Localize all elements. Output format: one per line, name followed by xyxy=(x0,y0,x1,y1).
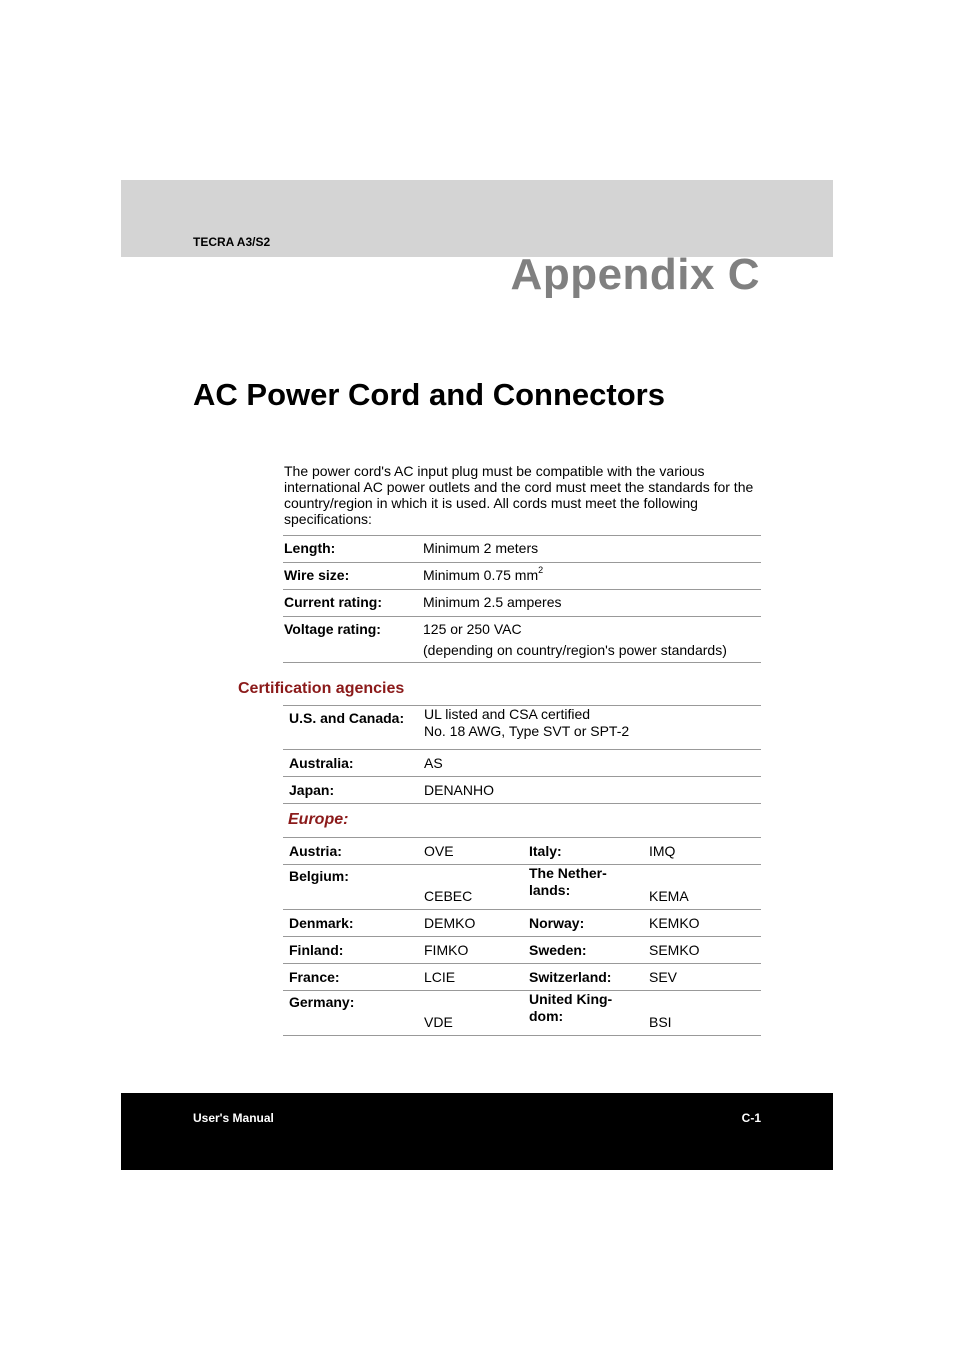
spec-label: Wire size: xyxy=(283,563,422,590)
country-label: Norway: xyxy=(523,910,643,937)
europe-row xyxy=(283,991,761,1036)
appendix-title: Appendix C xyxy=(510,250,760,299)
spec-row xyxy=(283,617,761,663)
footer-manual-label: User's Manual xyxy=(193,1111,274,1125)
spec-label: Length: xyxy=(283,536,422,563)
spec-value-text: Minimum 0.75 mm xyxy=(423,567,539,583)
agency-value: FIMKO xyxy=(418,937,523,964)
cert-label: Australia: xyxy=(283,750,418,777)
country-label: Sweden: xyxy=(523,937,643,964)
country-label: Switzerland: xyxy=(523,964,643,991)
spec-table xyxy=(283,535,761,663)
cert-value: DENANHO xyxy=(418,777,761,804)
spec-value: Minimum 2.5 amperes xyxy=(422,590,761,617)
certification-table xyxy=(283,705,761,804)
country-label xyxy=(523,991,643,1036)
agency-value: BSI xyxy=(643,991,761,1036)
cert-row xyxy=(283,750,761,777)
spec-superscript: 2 xyxy=(538,565,544,576)
cert-label: Japan: xyxy=(283,777,418,804)
country-label: Denmark: xyxy=(283,910,418,937)
agency-value: OVE xyxy=(418,838,523,865)
spec-value xyxy=(422,617,761,663)
country-label: Belgium: xyxy=(283,865,418,910)
country-label-line2: dom: xyxy=(529,1008,564,1024)
spec-label: Current rating: xyxy=(283,590,422,617)
country-label: Germany: xyxy=(283,991,418,1036)
spec-value-line2: (depending on country/region's power standards) xyxy=(423,642,727,658)
agency-value: KEMKO xyxy=(643,910,761,937)
cert-label: U.S. and Canada: xyxy=(283,706,418,750)
europe-heading: Europe: xyxy=(288,811,349,828)
country-label-line1: United King- xyxy=(529,991,613,1007)
country-label: Austria: xyxy=(283,838,418,865)
footer-band xyxy=(121,1093,833,1170)
agency-value: LCIE xyxy=(418,964,523,991)
europe-row xyxy=(283,937,761,964)
country-label-line2: lands: xyxy=(529,882,571,898)
cert-value xyxy=(418,706,761,750)
page-number: C-1 xyxy=(741,1111,761,1125)
spec-row xyxy=(283,590,761,617)
country-label xyxy=(523,865,643,910)
spec-value: Minimum 2 meters xyxy=(422,536,761,563)
agency-value: IMQ xyxy=(643,838,761,865)
agency-value: SEV xyxy=(643,964,761,991)
country-label: France: xyxy=(283,964,418,991)
agency-value: VDE xyxy=(418,991,523,1036)
country-label-line1: The Nether- xyxy=(529,865,607,881)
intro-paragraph: The power cord's AC input plug must be compatible with the various international AC power outlets and the cord must meet the standards for the country/region in which it is used. All cords must meet the following specifications: xyxy=(284,463,754,527)
country-label: Finland: xyxy=(283,937,418,964)
spec-value-line1: 125 or 250 VAC xyxy=(423,621,522,637)
agency-value: SEMKO xyxy=(643,937,761,964)
cert-value-line1: UL listed and CSA certified xyxy=(424,706,591,722)
product-name: TECRA A3/S2 xyxy=(193,235,271,249)
section-title: AC Power Cord and Connectors xyxy=(193,377,665,412)
cert-value-line2: No. 18 AWG, Type SVT or SPT-2 xyxy=(424,723,630,739)
europe-row xyxy=(283,838,761,865)
certification-heading: Certification agencies xyxy=(238,680,405,697)
europe-row xyxy=(283,910,761,937)
agency-value: KEMA xyxy=(643,865,761,910)
europe-row xyxy=(283,964,761,991)
spec-row xyxy=(283,563,761,590)
spec-label: Voltage rating: xyxy=(283,617,422,663)
cert-row xyxy=(283,706,761,750)
cert-value: AS xyxy=(418,750,761,777)
europe-table xyxy=(283,837,761,1036)
agency-value: DEMKO xyxy=(418,910,523,937)
europe-row xyxy=(283,865,761,910)
agency-value: CEBEC xyxy=(418,865,523,910)
spec-row xyxy=(283,536,761,563)
country-label: Italy: xyxy=(523,838,643,865)
header-band xyxy=(121,180,833,257)
cert-row xyxy=(283,777,761,804)
spec-value xyxy=(422,563,761,590)
